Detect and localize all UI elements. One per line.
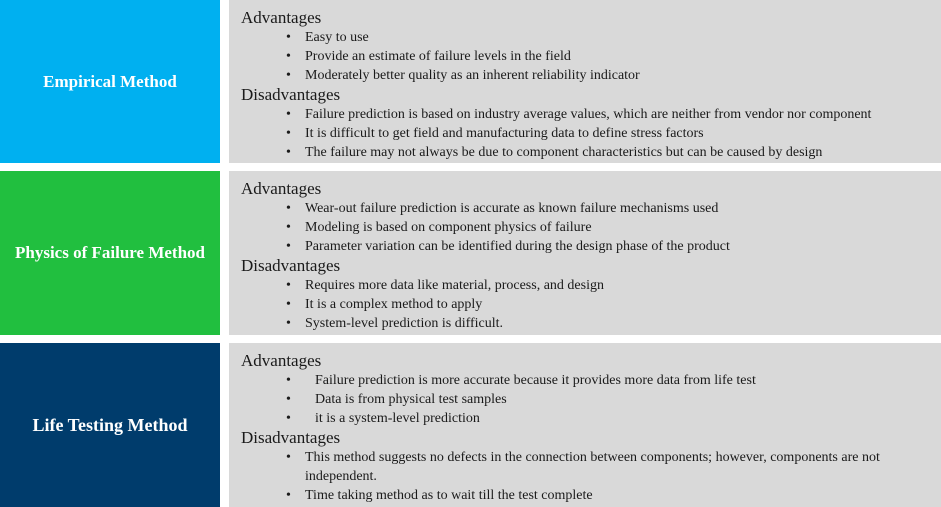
list-item: • System-level prediction is difficult. — [286, 316, 504, 331]
method-label-empirical — [0, 0, 220, 163]
bullet-icon: • — [286, 239, 291, 254]
bullet-icon: • — [286, 316, 291, 331]
bullet-icon: • — [286, 68, 291, 83]
advantages-heading: Advantages — [241, 351, 322, 370]
list-item: • It is difficult to get field and manufacturing data to define stress factors — [286, 126, 704, 141]
disadvantages-list — [241, 448, 941, 505]
list-item: • Time taking method as to wait till the test complete — [286, 488, 593, 503]
method-title: Life Testing Method — [32, 414, 188, 435]
disadvantages-heading: Disadvantages — [241, 85, 341, 104]
disadvantages-heading: Disadvantages — [241, 428, 341, 447]
advantages-list — [241, 28, 941, 85]
list-item: • Parameter variation can be identified during the design phase of the product — [286, 239, 730, 254]
list-item: • Requires more data like material, process, and design — [286, 278, 604, 293]
bullet-icon: • — [286, 411, 291, 426]
bullet-icon: • — [286, 49, 291, 64]
list-item: • Wear-out failure prediction is accurate as known failure mechanisms used — [286, 201, 719, 216]
bullet-icon: • — [286, 145, 291, 160]
list-item: • This method suggests no defects in the connection between components; however, components are not independent. — [286, 450, 880, 484]
method-title: Empirical Method — [43, 71, 177, 91]
method-title: Physics of Failure Method — [15, 243, 205, 262]
bullet-icon: • — [286, 107, 291, 122]
list-item: • The failure may not always be due to component characteristics but can be caused by design — [286, 145, 823, 160]
list-item: • It is a complex method to apply — [286, 297, 483, 312]
method-label-physics-of-failure — [0, 171, 220, 335]
list-item: • it is a system-level prediction — [286, 411, 480, 426]
method-details-empirical — [229, 0, 941, 163]
bullet-icon: • — [286, 297, 291, 312]
disadvantages-list — [241, 276, 941, 333]
method-details-physics-of-failure — [229, 171, 941, 335]
list-item: • Easy to use — [286, 30, 369, 45]
disadvantages-heading: Disadvantages — [241, 256, 341, 275]
bullet-icon: • — [286, 126, 291, 141]
method-label-life-testing — [0, 343, 220, 507]
list-item: • Data is from physical test samples — [286, 392, 507, 407]
advantages-heading: Advantages — [241, 8, 322, 27]
bullet-icon: • — [286, 30, 291, 45]
bullet-icon: • — [286, 488, 291, 503]
bullet-icon: • — [286, 220, 291, 235]
bullet-icon: • — [286, 450, 291, 465]
bullet-icon: • — [286, 201, 291, 216]
advantages-list — [241, 371, 941, 428]
disadvantages-list — [241, 105, 941, 162]
bullet-icon: • — [286, 278, 291, 293]
list-item: • Failure prediction is based on industry average values, which are neither from vendor nor component — [286, 107, 872, 122]
advantages-heading: Advantages — [241, 179, 322, 198]
method-details-life-testing — [229, 343, 941, 507]
list-item: • Provide an estimate of failure levels in the field — [286, 49, 571, 64]
list-item: • Modeling is based on component physics of failure — [286, 220, 592, 235]
bullet-icon: • — [286, 373, 291, 388]
bullet-icon: • — [286, 392, 291, 407]
advantages-list — [241, 199, 941, 256]
list-item: • Failure prediction is more accurate because it provides more data from life test — [286, 373, 756, 388]
list-item: • Moderately better quality as an inherent reliability indicator — [286, 68, 640, 83]
